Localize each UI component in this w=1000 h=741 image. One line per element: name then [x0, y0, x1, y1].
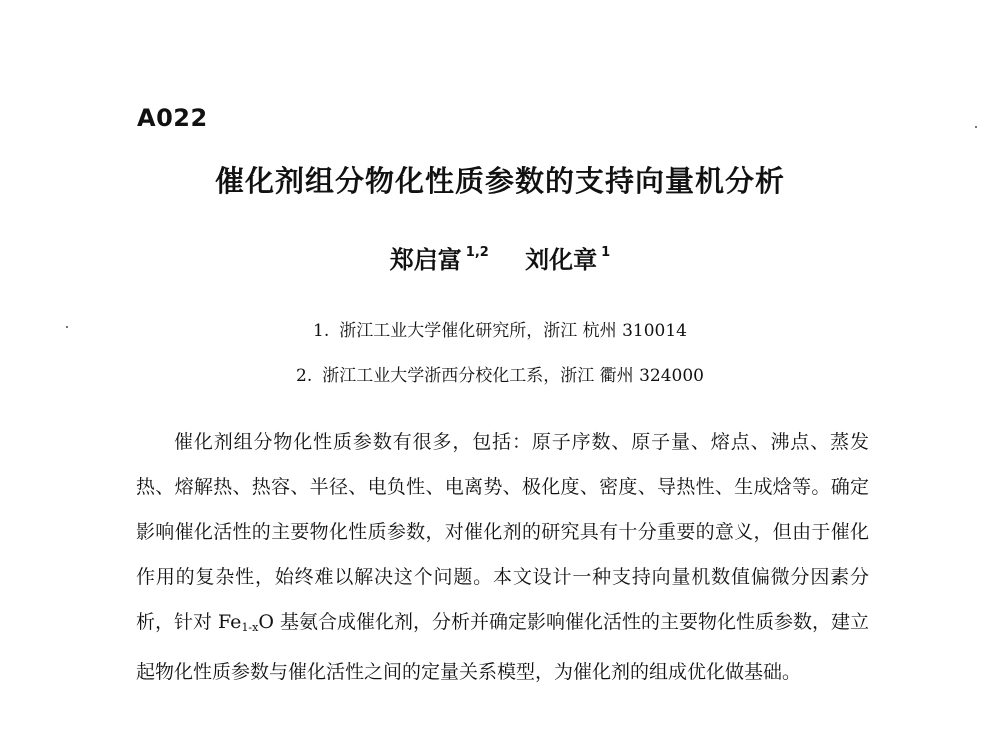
abstract-paragraph	[136, 420, 869, 695]
affiliation-2	[0, 361, 1000, 386]
paper-code: A022	[137, 104, 208, 132]
affiliation-2-number: 2.	[296, 366, 313, 386]
paper-title: 催化剂组分物化性质参数的支持向量机分析	[214, 164, 785, 198]
abstract-formula-subscript: 1-x	[241, 621, 259, 634]
author-list	[0, 240, 1000, 275]
scan-speck	[975, 126, 977, 128]
author-1-name: 郑启富	[389, 246, 462, 274]
affiliation-1	[0, 316, 1000, 341]
author-1	[390, 240, 489, 275]
author-2-name: 刘化章	[525, 246, 598, 274]
abstract-text-part-2: O 基氨合成催化剂，分析并确定影响催化活性的主要物化性质参数，建立起物化性质参数与催化活性之间的定量关系模型，为催化剂的组成优化做基础。	[136, 611, 869, 683]
abstract-text-part-1: 催化剂组分物化性质参数有很多，包括：原子序数、原子量、熔点、沸点、蒸发热、熔解热、热容、半径、电负性、电离势、极化度、密度、导热性、生成焓等。确定影响催化活性的主要物化性质参数，对催化剂的研究具有十分重要的意义，但由于催化作用的复杂性，始终难以解决这个问题。本文设计一种支持向量机数值偏微分因素分析，针对 Fe	[136, 431, 869, 633]
author-2	[525, 240, 610, 275]
author-1-affiliation-mark: 1,2	[465, 245, 489, 260]
affiliation-1-number: 1.	[313, 321, 330, 341]
affiliation-2-text: 浙江工业大学浙西分校化工系，浙江 衢州 324000	[322, 366, 704, 386]
affiliation-1-text: 浙江工业大学催化研究所，浙江 杭州 310014	[339, 321, 687, 341]
author-2-affiliation-mark: 1	[601, 245, 611, 260]
scan-speck	[66, 326, 68, 328]
